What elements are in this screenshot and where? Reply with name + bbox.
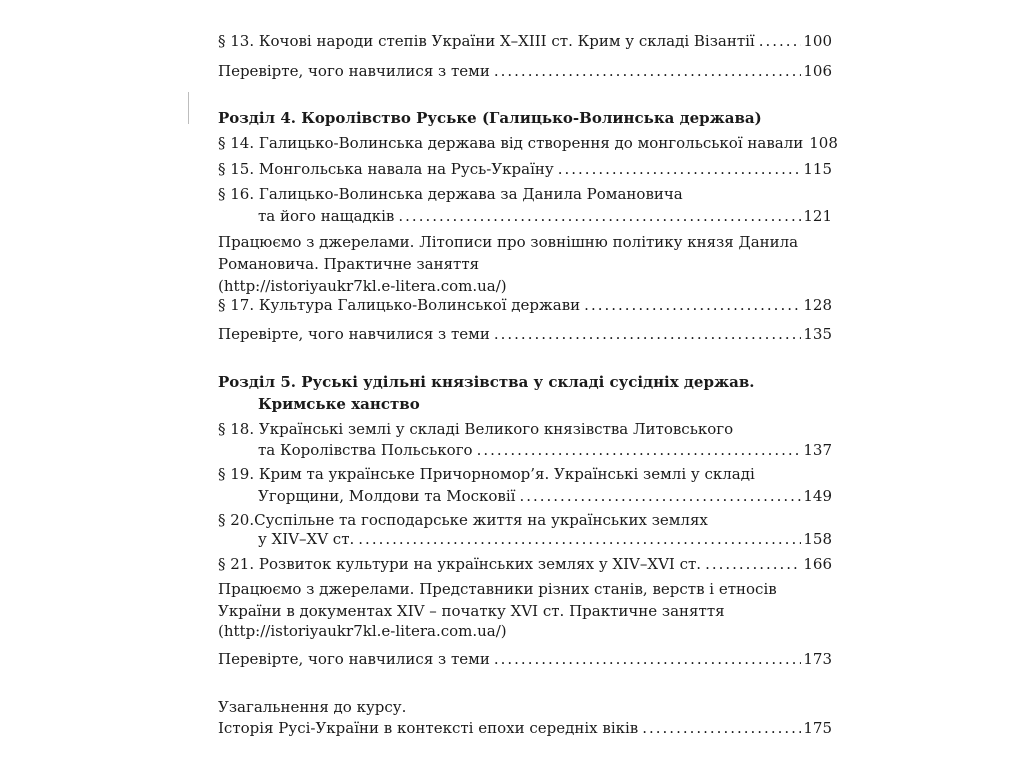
section-5-heading: Розділ 5. Руські удільні князівства у складі сусідніх держав. (218, 373, 755, 391)
toc-page-number: 100 (803, 32, 832, 50)
toc-entry-check-3 (218, 648, 832, 670)
dot-leader (494, 648, 802, 670)
toc-entry-check-2 (218, 323, 832, 345)
dot-leader (519, 485, 801, 507)
toc-entry-check-1 (218, 60, 832, 82)
toc-entry-20-line-1: § 20.Суспільне та господарське життя на українських землях (218, 511, 708, 529)
summary-line-1: Узагальнення до курсу. (218, 698, 407, 716)
toc-entry-label: та його нащадків (258, 207, 395, 225)
toc-entry-16 (258, 205, 832, 227)
toc-entry-19-line-1: § 19. Крим та українське Причорномор’я. Українські землі у складі (218, 465, 755, 483)
toc-entry-summary (218, 717, 832, 739)
toc-page-number: 135 (803, 325, 832, 343)
dot-leader (398, 205, 801, 227)
sources-2-line-2: України в документах XIV – початку XVI ст. Практичне заняття (218, 602, 725, 620)
dot-leader (477, 439, 802, 461)
toc-entry-label: § 15. Монгольська навала на Русь-Україну (218, 160, 554, 178)
sources-2-url: (http://istoriyaukr7kl.e-litera.com.ua/) (218, 622, 507, 640)
toc-page-number: 108 (809, 134, 838, 152)
toc-page-number: 175 (803, 719, 832, 737)
toc-entry-label: Перевірте, чого навчилися з теми (218, 325, 490, 343)
toc-entry-label: Перевірте, чого навчилися з теми (218, 650, 490, 668)
dot-leader (494, 60, 802, 82)
toc-page-number: 137 (803, 441, 832, 459)
dot-leader (759, 30, 802, 52)
toc-entry-label: § 21. Розвиток культури на українських землях у XIV–XVI ст. (218, 555, 702, 573)
toc-page-number: 166 (803, 555, 832, 573)
section-5-heading-line-2: Кримське ханство (258, 395, 420, 413)
toc-page-number: 158 (803, 530, 832, 548)
sources-1-line-1: Працюємо з джерелами. Літописи про зовнішню політику князя Данила (218, 233, 799, 251)
margin-rule (188, 92, 189, 124)
dot-leader (358, 528, 801, 550)
toc-page-number: 115 (803, 160, 832, 178)
toc-page-number: 128 (803, 296, 832, 314)
dot-leader (642, 717, 801, 739)
toc-entry-label: § 13. Кочові народи степів України X–XIII ст. Крим у складі Візантії (218, 32, 755, 50)
toc-entry-17 (218, 294, 832, 316)
toc-entry-label: у XIV–XV ст. (258, 530, 355, 548)
toc-entry-label: та Королівства Польського (258, 441, 473, 459)
toc-entry-20 (258, 528, 832, 550)
toc-entry-14 (218, 132, 838, 154)
toc-entry-13 (218, 30, 832, 52)
toc-page-number: 121 (803, 207, 832, 225)
dot-leader (584, 294, 801, 316)
toc-page-number: 106 (803, 62, 832, 80)
dot-leader (705, 553, 801, 575)
sources-2-line-1: Працюємо з джерелами. Представники різних станів, верств і етносів (218, 580, 777, 598)
toc-entry-label: § 17. Культура Галицько-Волинської держави (218, 296, 581, 314)
toc-entry-18 (258, 439, 832, 461)
toc-page-number: 173 (803, 650, 832, 668)
dot-leader (558, 158, 802, 180)
toc-entry-19 (258, 485, 832, 507)
toc-entry-18-line-1: § 18. Українські землі у складі Великого князівства Литовського (218, 420, 734, 438)
dot-leader (494, 323, 802, 345)
toc-entry-label: Історія Русі-України в контексті епохи середніх віків (218, 719, 639, 737)
toc-entry-21 (218, 553, 832, 575)
sources-1-line-2: Романовича. Практичне заняття (218, 255, 480, 273)
sources-1-url: (http://istoriyaukr7kl.e-litera.com.ua/) (218, 277, 507, 295)
toc-entry-label: Угорщини, Молдови та Московії (258, 487, 516, 505)
toc-entry-16-line-1: § 16. Галицько-Волинська держава за Данила Романовича (218, 185, 683, 203)
toc-entry-15 (218, 158, 832, 180)
toc-entry-label: § 14. Галицько-Волинська держава від створення до монгольської навали (218, 134, 804, 152)
toc-entry-label: Перевірте, чого навчилися з теми (218, 62, 490, 80)
section-4-heading: Розділ 4. Королівство Руське (Галицько-Волинська держава) (218, 109, 762, 127)
toc-page-number: 149 (803, 487, 832, 505)
